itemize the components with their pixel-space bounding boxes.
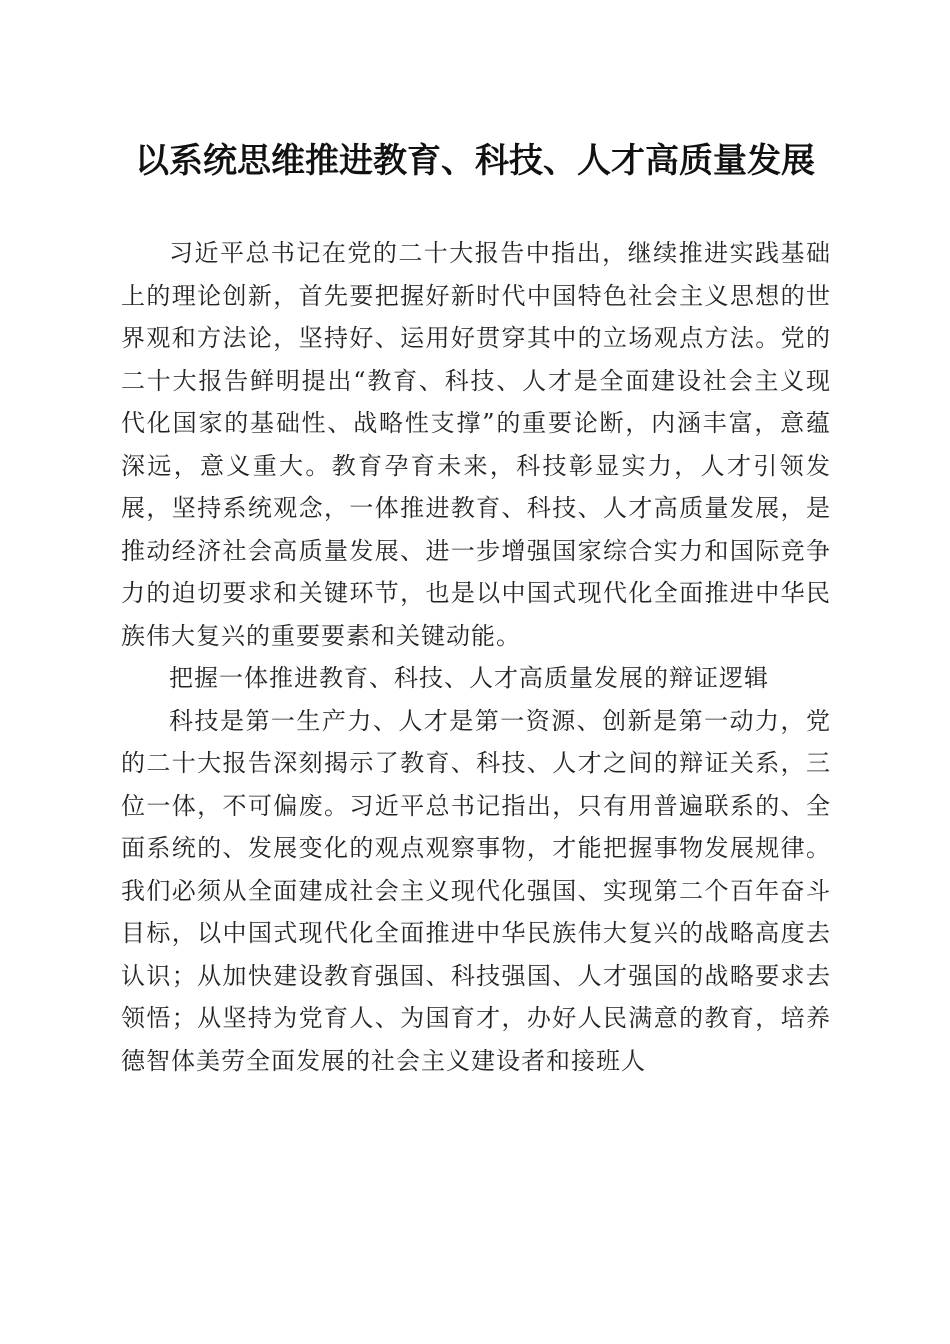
paragraph-dialectic: 科技是第一生产力、人才是第一资源、创新是第一动力，党的二十大报告深刻揭示了教育、科技、人才之间的辩证关系，三位一体，不可偏废。习近平总书记指出，只有用普遍联系的、全面系统的、发展变化的观点观察事物，才能把握事物发展规律。我们必须从全面建成社会主义现代化强国、实现第二个百年奋斗目标，以中国式现代化全面推进中华民族伟大复兴的战略高度去认识；从加快建设教育强国、科技强国、人才强国的战略要求去领悟；从坚持为党育人、为国育才，办好人民满意的教育，培养德智体美劳全面发展的社会主义建设者和接班人: [121, 706, 831, 1075]
section-heading: 把握一体推进教育、科技、人才高质量发展的辩证逻辑: [169, 664, 769, 692]
document-body: [121, 232, 831, 1082]
document-title: 以系统思维推进教育、科技、人才高质量发展: [135, 141, 815, 181]
paragraph-intro: 习近平总书记在党的二十大报告中指出，继续推进实践基础上的理论创新，首先要把握好新时代中国特色社会主义思想的世界观和方法论，坚持好、运用好贯穿其中的立场观点方法。党的二十大报告鲜明提出“教育、科技、人才是全面建设社会主义现代化国家的基础性、战略性支撑”的重要论断，内涵丰富，意蕴深远，意义重大。教育孕育未来，科技彰显实力，人才引领发展，坚持系统观念，一体推进教育、科技、人才高质量发展，是推动经济社会高质量发展、进一步增强国家综合实力和国际竞争力的迫切要求和关键环节，也是以中国式现代化全面推进中华民族伟大复兴的重要要素和关键动能。: [121, 239, 831, 650]
